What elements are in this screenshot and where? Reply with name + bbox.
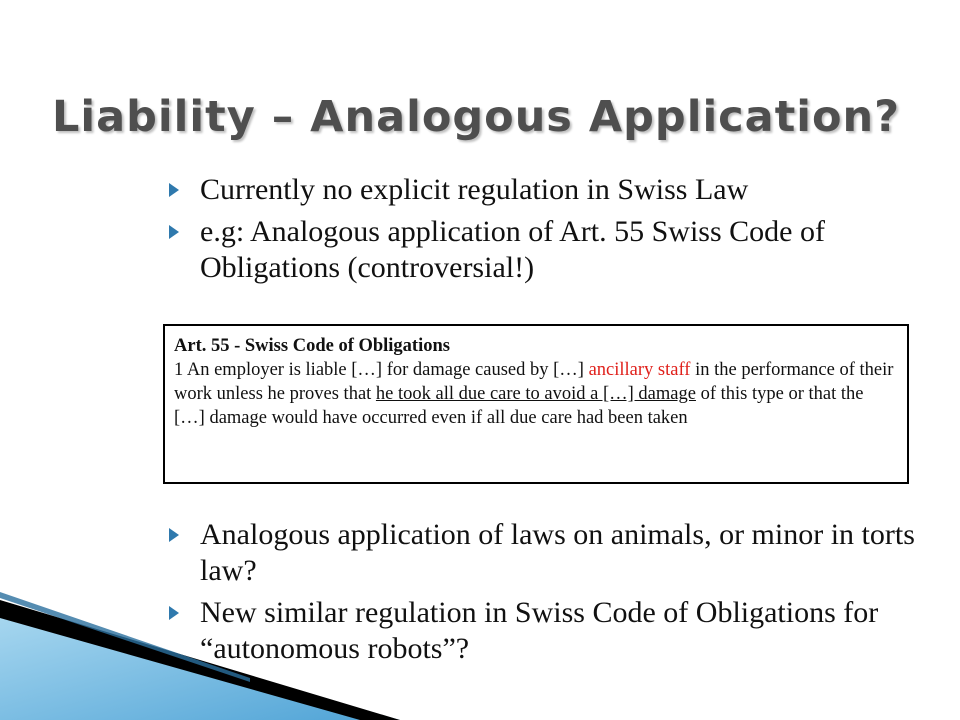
bullet-list-top <box>163 172 923 292</box>
quote-text: 1 An employer is liable […] for damage caused by […] <box>174 360 589 380</box>
bullet-text: Analogous application of laws on animals, or minor in torts law? <box>200 518 915 587</box>
arrow-bullet-icon <box>169 183 179 197</box>
bullet-list-bottom <box>163 517 923 673</box>
bullet-text: Currently no explicit regulation in Swiss Law <box>200 173 749 206</box>
bullet-text: e.g: Analogous application of Art. 55 Swiss Code of Obligations (controversial!) <box>200 215 825 284</box>
quote-text: of this type or that the […] damage would have occurred even if all due care had been taken <box>174 384 864 428</box>
bullet-text: New similar regulation in Swiss Code of Obligations for “autonomous robots”? <box>200 596 879 665</box>
arrow-bullet-icon <box>169 606 179 620</box>
bullet-item <box>163 517 923 589</box>
bullet-item <box>163 214 923 286</box>
slide-title: Liability – Analogous Application? <box>52 92 901 142</box>
quote-highlight-red: ancillary staff <box>588 360 691 380</box>
quote-heading: Art. 55 - Swiss Code of Obligations <box>174 336 450 356</box>
legal-quote-box <box>163 324 909 484</box>
quote-body <box>174 358 898 430</box>
arrow-bullet-icon <box>169 528 179 542</box>
quote-text: in the performance of their work unless he proves that <box>174 360 894 404</box>
arrow-bullet-icon <box>169 225 179 239</box>
bullet-item <box>163 172 923 208</box>
quote-underlined: he took all due care to avoid a […] damage <box>375 384 696 404</box>
bullet-item <box>163 595 923 667</box>
